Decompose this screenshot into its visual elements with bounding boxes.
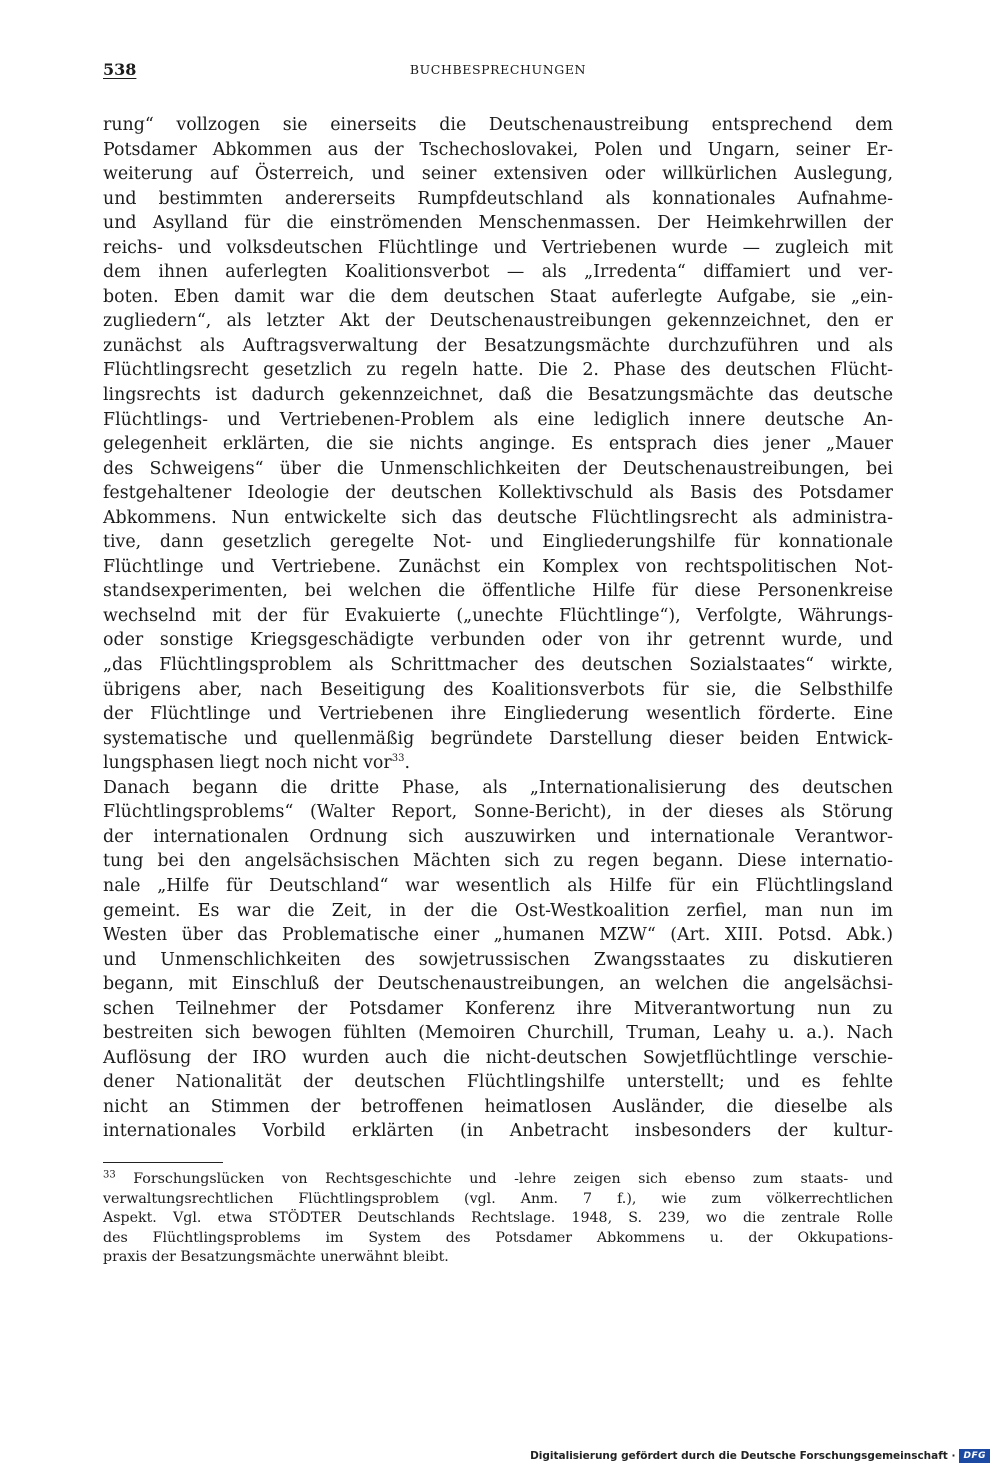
dfg-logo: DFG bbox=[959, 1449, 990, 1463]
page-header bbox=[103, 60, 893, 84]
text-line: und Unmenschlichkeiten des sowjetrussischen Zwangsstaates zu diskutieren bbox=[103, 949, 893, 970]
text-line: Danach begann die dritte Phase, als „Internationalisierung des deutschen bbox=[103, 777, 893, 798]
text-line: nale „Hilfe für Deutschland“ war wesentlich als Hilfe für ein Flüchtlingsland bbox=[103, 875, 893, 896]
text-line-with-footnote-ref bbox=[103, 751, 893, 776]
page-number: 538 bbox=[103, 60, 137, 79]
running-head: BUCHBESPRECHUNGEN bbox=[409, 62, 587, 77]
text-line: der Flüchtlinge und Vertriebenen ihre Eingliederung wesentlich förderte. Eine bbox=[103, 704, 893, 725]
text-line: tung bei den angelsächsischen Mächten sich zu regen begann. Diese internatio- bbox=[103, 851, 893, 872]
footnote-line: des Flüchtlingsproblems im System des Potsdamer Abkommens u. der Okkupations- bbox=[103, 1229, 893, 1246]
text-line: begann, mit Einschluß der Deutschenaustreibungen, an welchen die angelsächsi- bbox=[103, 974, 893, 995]
text-line: internationales Vorbild erklärten (in Anbetracht insbesonders der kultur- bbox=[103, 1121, 893, 1142]
text-line: Abkommens. Nun entwickelte sich das deutsche Flüchtlingsrecht als administra- bbox=[103, 507, 893, 528]
text-line: nicht an Stimmen der betroffenen heimatlosen Ausländer, die dieselbe als bbox=[103, 1096, 893, 1117]
text-line: bestreiten sich bewogen fühlten (Memoiren Churchill, Truman, Leahy u. a.). Nach bbox=[103, 1023, 893, 1044]
footnote-line: verwaltungsrechtlichen Flüchtlingsproblem (vgl. Anm. 7 f.), wie zum völkerrechtlichen bbox=[103, 1190, 893, 1207]
text-line: Flüchtlinge und Vertriebene. Zunächst ein Komplex von rechtspolitischen Not- bbox=[103, 556, 893, 577]
text-line: und bestimmten andererseits Rumpfdeutschland als konnationales Aufnahme- bbox=[103, 188, 893, 209]
text-line: systematische und quellenmäßig begründete Darstellung dieser beiden Entwick- bbox=[103, 728, 893, 749]
text-line: Flüchtlingsproblems“ (Walter Report, Sonne-Bericht), in der dieses als Störung bbox=[103, 802, 893, 823]
footnote-ref[interactable]: 33 bbox=[391, 753, 405, 765]
text-line: dem ihnen auferlegten Koalitionsverbot — als „Irredenta“ diffamiert und ver- bbox=[103, 262, 893, 283]
text-line: zugliedern“, als letzter Akt der Deutschenaustreibungen gekennzeichnet, den er bbox=[103, 311, 893, 332]
footnote-line: praxis der Besatzungsmächte unerwähnt bleibt. bbox=[103, 1249, 449, 1266]
text-line: tive, dann gesetzlich geregelte Not- und Eingliederungshilfe für konnationale bbox=[103, 532, 893, 553]
text-line: Flüchtlingsrecht gesetzlich zu regeln hatte. Die 2. Phase des deutschen Flücht- bbox=[103, 360, 893, 381]
credit-text: Digitalisierung gefördert durch die Deutsche Forschungsgemeinschaft · bbox=[530, 1450, 956, 1462]
footnote-ref-suffix: . bbox=[404, 753, 410, 774]
text-line: oder sonstige Kriegsgeschädigte verbunden oder von ihr getrennt wurde, und bbox=[103, 630, 893, 651]
text-line: des Schweigens“ über die Unmenschlichkeiten der Deutschenaustreibungen, bei bbox=[103, 458, 893, 479]
footnote-divider bbox=[103, 1162, 223, 1163]
text-line: lungsphasen liegt noch nicht vor bbox=[103, 753, 392, 774]
text-line: und Asylland für die einströmenden Menschenmassen. Der Heimkehrwillen der bbox=[103, 213, 893, 234]
text-line: übrigens aber, nach Beseitigung des Koalitionsverbots für sie, die Selbsthilfe bbox=[103, 679, 893, 700]
text-line: zunächst als Auftragsverwaltung der Besatzungsmächte durchzuführen und als bbox=[103, 335, 893, 356]
text-line: gelegenheit erklärten, die sie nichts anginge. Es entsprach dies jener „Mauer bbox=[103, 434, 893, 455]
text-line: reichs- und volksdeutschen Flüchtlinge und Vertriebenen wurde — zugleich mit bbox=[103, 237, 893, 258]
text-line: weiterung auf Österreich, und seiner extensiven oder willkürlichen Auslegung, bbox=[103, 164, 893, 185]
text-line: boten. Eben damit war die dem deutschen Staat auferlegte Aufgabe, sie „ein- bbox=[103, 286, 893, 307]
text-line: wechselnd mit der für Evakuierte („unechte Flüchtlinge“), Verfolgte, Währungs- bbox=[103, 605, 893, 626]
footnote-line: Aspekt. Vgl. etwa STÖDTER Deutschlands Rechtslage. 1948, S. 239, wo die zentrale Rolle bbox=[103, 1210, 893, 1227]
body-text bbox=[103, 113, 893, 1144]
footnote-text: Forschungslücken von Rechtsgeschichte und -lehre zeigen sich ebenso zum staats- und bbox=[115, 1171, 893, 1187]
digitization-credit bbox=[530, 1448, 990, 1464]
footnote-number: 33 bbox=[103, 1169, 116, 1181]
text-line: rung“ vollzogen sie einerseits die Deutschenaustreibung entsprechend dem bbox=[103, 115, 893, 135]
text-line: Potsdamer Abkommen aus der Tschechoslovakei, Polen und Ungarn, seiner Er- bbox=[103, 139, 893, 160]
text-line: lingsrechts ist dadurch gekennzeichnet, daß die Besatzungsmächte das deutsche bbox=[103, 385, 893, 406]
text-line: „das Flüchtlingsproblem als Schrittmacher des deutschen Sozialstaates“ wirkte, bbox=[103, 655, 893, 676]
text-line: schen Teilnehmer der Potsdamer Konferenz ihre Mitverantwortung nun zu bbox=[103, 998, 893, 1019]
text-line: Auflösung der IRO wurden auch die nicht-deutschen Sowjetflüchtlinge verschie- bbox=[103, 1047, 893, 1068]
text-line: Westen über das Problematische einer „humanen MZW“ (Art. XIII. Potsd. Abk.) bbox=[103, 925, 893, 946]
text-line: der internationalen Ordnung sich auszuwirken und internationale Verantwor- bbox=[103, 826, 893, 847]
footnote bbox=[103, 1170, 893, 1268]
text-line: standsexperimenten, bei welchen die öffentliche Hilfe für diese Personenkreise bbox=[103, 581, 893, 602]
footnote-line bbox=[103, 1170, 893, 1190]
text-line: Flüchtlings- und Vertriebenen-Problem als eine lediglich innere deutsche An- bbox=[103, 409, 893, 430]
text-line: festgehaltener Ideologie der deutschen Kollektivschuld als Basis des Potsdamer bbox=[103, 483, 893, 504]
text-line: dener Nationalität der deutschen Flüchtlingshilfe unterstellt; und es fehlte bbox=[103, 1072, 893, 1093]
text-line: gemeint. Es war die Zeit, in der die Ost-Westkoalition zerfiel, man nun im bbox=[103, 900, 893, 921]
